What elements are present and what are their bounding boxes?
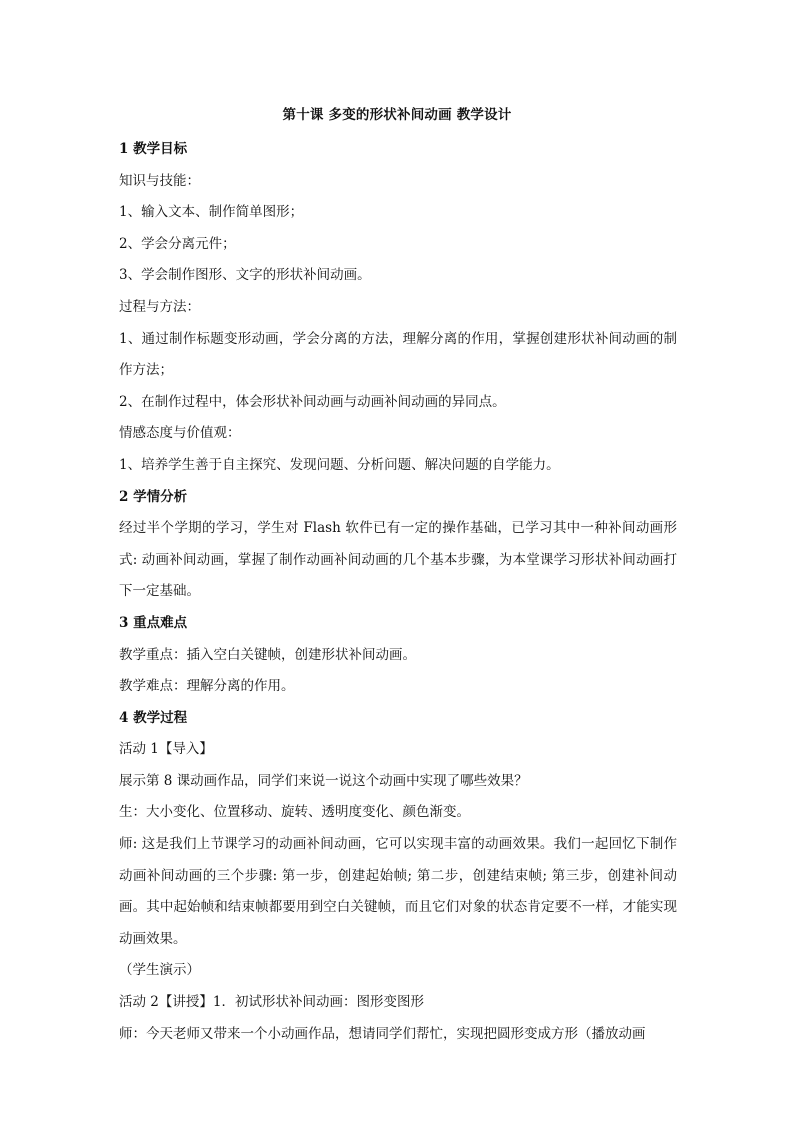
paragraph: 活动 2【讲授】1．初试形状补间动画：图形变图形 bbox=[119, 994, 424, 1011]
paragraph: 2、在制作过程中，体会形状补间动画与动画补间动画的异同点。 bbox=[119, 393, 506, 410]
paragraph: 过程与方法： bbox=[119, 298, 200, 315]
paragraph: 1、培养学生善于自主探究、发现问题、分析问题、解决问题的自学能力。 bbox=[119, 456, 560, 473]
paragraph: 2、学会分离元件； bbox=[119, 235, 236, 252]
paragraph: 情感态度与价值观： bbox=[119, 425, 241, 442]
paragraph: 展示第 8 课动画作品，同学们来说一说这个动画中实现了哪些效果？ bbox=[119, 772, 528, 789]
document-body bbox=[119, 134, 677, 1050]
paragraph: 1、输入文本、制作简单图形； bbox=[119, 204, 304, 221]
section-heading-objectives: 1 教学目标 bbox=[119, 141, 188, 157]
paragraph: 生：大小变化、位置移动、旋转、透明度变化、颜色渐变。 bbox=[119, 804, 470, 821]
paragraph: 知识与技能： bbox=[119, 172, 200, 189]
paragraph: 3、学会制作图形、文字的形状补间动画。 bbox=[119, 267, 371, 284]
paragraph: 教学难点：理解分离的作用。 bbox=[119, 678, 295, 695]
paragraph: 教学重点：插入空白关键帧，创建形状补间动画。 bbox=[119, 646, 416, 663]
paragraph: 经过半个学期的学习，学生对 Flash 软件已有一定的操作基础，已学习其中一种补间动画形式: 动画补间动画，掌握了制作动画补间动画的几个基本步骤，为本堂课学习形状补间动画打下一定基础。 bbox=[119, 520, 677, 600]
paragraph: 师：今天老师又带来一个小动画作品，想请同学们帮忙，实现把圆形变成方形（播放动画 bbox=[119, 1025, 646, 1042]
section-heading-analysis: 2 学情分析 bbox=[119, 488, 188, 505]
section-heading-process: 4 教学过程 bbox=[119, 709, 188, 726]
paragraph: 活动 1【导入】 bbox=[119, 741, 213, 758]
section-heading-key-points: 3 重点难点 bbox=[119, 614, 188, 631]
paragraph: 师: 这是我们上节课学习的动画补间动画，它可以实现丰富的动画效果。我们一起回忆下制作动画补间动画的三个步骤: 第一步，创建起始帧; 第二步，创建结束帧; 第三步，创建补间动画。其中起始帧和结束帧都要用到空白关键帧，而且它们对象的状态肯定要不一样，才能实现动画效果。 bbox=[119, 836, 677, 947]
document-title: 第十课 多变的形状补间动画 教学设计 bbox=[282, 107, 512, 123]
paragraph: 1、通过制作标题变形动画，学会分离的方法，理解分离的作用，掌握创建形状补间动画的制作方法； bbox=[119, 330, 677, 379]
paragraph: （学生演示） bbox=[119, 962, 200, 979]
